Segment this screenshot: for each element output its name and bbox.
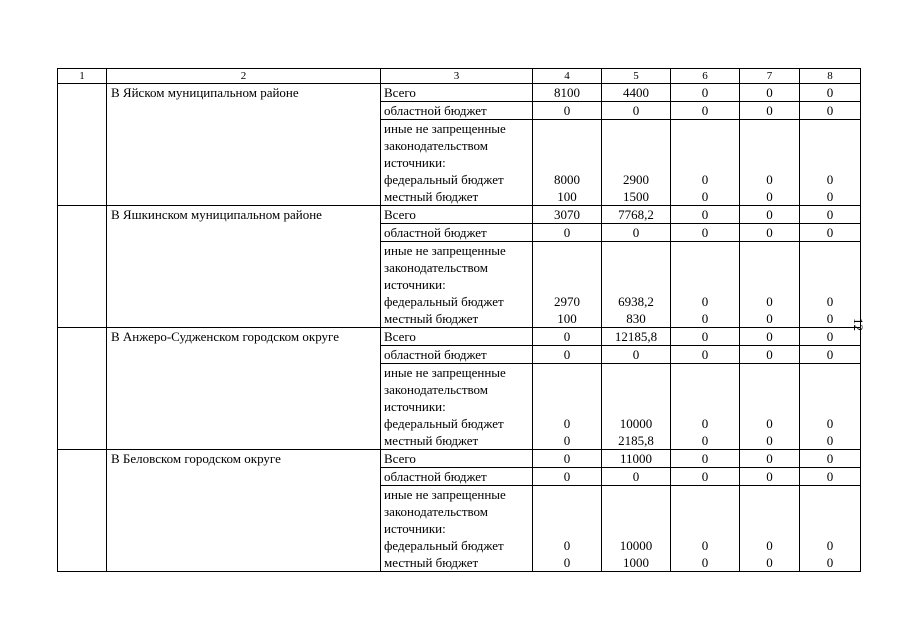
region-name: В Яйском муниципальном районе — [107, 84, 381, 206]
local-budget-value: 0 — [826, 433, 834, 448]
spacer — [602, 520, 670, 537]
value-cell: 0 — [671, 346, 740, 364]
source-label-line: источники: — [384, 521, 446, 536]
spacer — [740, 154, 799, 171]
local-budget-value: 0 — [563, 555, 571, 570]
spacer — [602, 276, 670, 293]
spacer — [800, 259, 860, 276]
spacer — [671, 503, 739, 520]
value-cell: 0 — [671, 468, 740, 486]
spacer — [533, 398, 601, 415]
spacer — [800, 242, 860, 259]
federal-budget-value: 0 — [701, 538, 709, 553]
source-label-line: законодательством — [384, 260, 489, 275]
spacer — [602, 154, 670, 171]
value-cell-group — [671, 242, 740, 328]
value-cell-group — [740, 486, 800, 572]
source-label-line: иные не запрещенные — [384, 121, 506, 136]
value-cell-group — [671, 364, 740, 450]
value-cell: 0 — [671, 102, 740, 120]
spacer — [602, 120, 670, 137]
local-budget-value: 0 — [826, 555, 834, 570]
value-cell-group — [671, 120, 740, 206]
value-cell: 0 — [671, 84, 740, 102]
spacer — [740, 398, 799, 415]
spacer — [800, 503, 860, 520]
header-cell: 8 — [800, 69, 861, 84]
value-cell: 4400 — [602, 84, 671, 102]
federal-budget-value: 10000 — [619, 538, 653, 553]
spacer — [533, 486, 601, 503]
spacer — [533, 503, 601, 520]
region-name: В Яшкинском муниципальном районе — [107, 206, 381, 328]
local-budget-value: 100 — [557, 189, 577, 204]
index-cell — [58, 450, 107, 572]
federal-budget-label: федеральный бюджет — [384, 172, 504, 187]
source-label-line: иные не запрещенные — [384, 365, 506, 380]
spacer — [602, 259, 670, 276]
federal-budget-value: 0 — [826, 416, 834, 431]
source-label-line: источники: — [384, 155, 446, 170]
value-cell: 0 — [602, 224, 671, 242]
spacer — [800, 486, 860, 503]
local-budget-value: 0 — [563, 433, 571, 448]
source-label: областной бюджет — [381, 224, 533, 242]
region-name: В Анжеро-Судженском городском округе — [107, 328, 381, 450]
local-budget-value: 0 — [766, 433, 773, 448]
value-cell: 0 — [800, 102, 861, 120]
value-cell: 3070 — [533, 206, 602, 224]
federal-budget-value: 2970 — [554, 294, 580, 309]
spacer — [602, 381, 670, 398]
spacer — [740, 259, 799, 276]
local-budget-value: 0 — [766, 311, 773, 326]
spacer — [800, 120, 860, 137]
value-cell-group — [533, 364, 602, 450]
value-cell: 0 — [533, 346, 602, 364]
federal-budget-value: 0 — [766, 416, 773, 431]
value-cell: 0 — [740, 328, 800, 346]
spacer — [740, 276, 799, 293]
spacer — [602, 398, 670, 415]
spacer — [740, 520, 799, 537]
header-cell: 2 — [107, 69, 381, 84]
value-cell: 11000 — [602, 450, 671, 468]
source-label-line: законодательством — [384, 138, 489, 153]
spacer — [671, 520, 739, 537]
header-cell: 6 — [671, 69, 740, 84]
value-cell: 7768,2 — [602, 206, 671, 224]
spacer — [800, 137, 860, 154]
spacer — [740, 486, 799, 503]
local-budget-value: 0 — [766, 555, 773, 570]
spacer — [740, 503, 799, 520]
index-cell — [58, 328, 107, 450]
value-cell-group — [602, 120, 671, 206]
source-label-group — [381, 486, 533, 572]
value-cell: 0 — [740, 346, 800, 364]
source-label-group — [381, 120, 533, 206]
spacer — [671, 242, 739, 259]
spacer — [800, 154, 860, 171]
spacer — [533, 120, 601, 137]
value-cell: 0 — [800, 450, 861, 468]
source-label: Всего — [381, 450, 533, 468]
value-cell-group — [602, 364, 671, 450]
spacer — [533, 381, 601, 398]
index-cell — [58, 206, 107, 328]
federal-budget-value: 0 — [766, 538, 773, 553]
source-label: областной бюджет — [381, 468, 533, 486]
value-cell: 0 — [800, 206, 861, 224]
source-label: Всего — [381, 206, 533, 224]
table-row — [58, 84, 861, 102]
value-cell-group — [800, 120, 861, 206]
value-cell: 0 — [602, 346, 671, 364]
value-cell: 0 — [800, 224, 861, 242]
spacer — [602, 486, 670, 503]
spacer — [602, 364, 670, 381]
local-budget-value: 1500 — [623, 189, 649, 204]
spacer — [740, 381, 799, 398]
local-budget-value: 1000 — [623, 555, 649, 570]
spacer — [671, 259, 739, 276]
value-cell-group — [740, 364, 800, 450]
spacer — [671, 137, 739, 154]
value-cell-group — [800, 486, 861, 572]
source-label: областной бюджет — [381, 102, 533, 120]
value-cell: 0 — [671, 328, 740, 346]
spacer — [671, 381, 739, 398]
header-row — [58, 69, 861, 84]
page-number: 12 — [851, 318, 866, 331]
spacer — [602, 503, 670, 520]
value-cell: 0 — [800, 468, 861, 486]
federal-budget-label: федеральный бюджет — [384, 538, 504, 553]
federal-budget-label: федеральный бюджет — [384, 294, 504, 309]
local-budget-label: местный бюджет — [384, 311, 479, 326]
table-row — [58, 450, 861, 468]
local-budget-value: 0 — [766, 189, 773, 204]
source-label-line: иные не запрещенные — [384, 243, 506, 258]
value-cell-group — [800, 242, 861, 328]
local-budget-value: 2185,8 — [618, 433, 654, 448]
source-label-group — [381, 242, 533, 328]
header-cell: 5 — [602, 69, 671, 84]
value-cell: 0 — [740, 206, 800, 224]
federal-budget-value: 0 — [766, 172, 773, 187]
value-cell: 0 — [671, 206, 740, 224]
spacer — [533, 259, 601, 276]
header-cell: 4 — [533, 69, 602, 84]
value-cell: 0 — [800, 84, 861, 102]
federal-budget-label: федеральный бюджет — [384, 416, 504, 431]
federal-budget-value: 0 — [563, 538, 571, 553]
spacer — [671, 120, 739, 137]
federal-budget-value: 0 — [766, 294, 773, 309]
spacer — [740, 364, 799, 381]
value-cell-group — [740, 120, 800, 206]
budget-table — [57, 68, 861, 572]
spacer — [740, 242, 799, 259]
local-budget-value: 0 — [826, 189, 834, 204]
spacer — [800, 276, 860, 293]
spacer — [800, 364, 860, 381]
spacer — [602, 137, 670, 154]
local-budget-value: 0 — [826, 311, 834, 326]
value-cell-group — [671, 486, 740, 572]
local-budget-value: 0 — [701, 189, 709, 204]
value-cell: 0 — [602, 102, 671, 120]
value-cell-group — [602, 242, 671, 328]
local-budget-value: 0 — [701, 433, 709, 448]
local-budget-value: 100 — [557, 311, 577, 326]
value-cell-group — [800, 364, 861, 450]
value-cell: 0 — [671, 224, 740, 242]
value-cell: 0 — [533, 450, 602, 468]
source-label: Всего — [381, 328, 533, 346]
value-cell: 0 — [740, 224, 800, 242]
spacer — [740, 137, 799, 154]
federal-budget-value: 6938,2 — [618, 294, 654, 309]
federal-budget-value: 0 — [701, 294, 709, 309]
source-label-group — [381, 364, 533, 450]
header-cell: 1 — [58, 69, 107, 84]
local-budget-label: местный бюджет — [384, 555, 479, 570]
local-budget-value: 0 — [701, 311, 709, 326]
spacer — [800, 398, 860, 415]
source-label-line: источники: — [384, 399, 446, 414]
spacer — [671, 486, 739, 503]
federal-budget-value: 0 — [701, 172, 709, 187]
federal-budget-value: 0 — [826, 538, 834, 553]
value-cell: 12185,8 — [602, 328, 671, 346]
value-cell: 0 — [533, 468, 602, 486]
index-cell — [58, 84, 107, 206]
source-label: Всего — [381, 84, 533, 102]
value-cell: 0 — [602, 468, 671, 486]
source-label-line: законодательством — [384, 504, 489, 519]
local-budget-value: 0 — [701, 555, 709, 570]
value-cell: 0 — [533, 224, 602, 242]
header-cell: 3 — [381, 69, 533, 84]
region-name: В Беловском городском округе — [107, 450, 381, 572]
spacer — [533, 154, 601, 171]
value-cell: 0 — [800, 346, 861, 364]
value-cell: 0 — [671, 450, 740, 468]
local-budget-label: местный бюджет — [384, 433, 479, 448]
value-cell-group — [740, 242, 800, 328]
spacer — [533, 242, 601, 259]
value-cell: 0 — [740, 102, 800, 120]
value-cell-group — [533, 120, 602, 206]
value-cell: 0 — [740, 468, 800, 486]
local-budget-label: местный бюджет — [384, 189, 479, 204]
source-label-line: источники: — [384, 277, 446, 292]
header-cell: 7 — [740, 69, 800, 84]
value-cell: 0 — [740, 84, 800, 102]
value-cell-group — [533, 242, 602, 328]
spacer — [671, 398, 739, 415]
value-cell: 8100 — [533, 84, 602, 102]
spacer — [533, 137, 601, 154]
source-label: областной бюджет — [381, 346, 533, 364]
spacer — [533, 520, 601, 537]
table-row — [58, 328, 861, 346]
value-cell: 0 — [533, 328, 602, 346]
value-cell: 0 — [533, 102, 602, 120]
spacer — [800, 520, 860, 537]
value-cell-group — [533, 486, 602, 572]
source-label-line: законодательством — [384, 382, 489, 397]
spacer — [740, 120, 799, 137]
source-label-line: иные не запрещенные — [384, 487, 506, 502]
spacer — [602, 242, 670, 259]
federal-budget-value: 2900 — [623, 172, 649, 187]
federal-budget-value: 10000 — [619, 416, 653, 431]
spacer — [533, 276, 601, 293]
table-row — [58, 206, 861, 224]
federal-budget-value: 0 — [563, 416, 571, 431]
value-cell: 0 — [740, 450, 800, 468]
federal-budget-value: 0 — [701, 416, 709, 431]
value-cell: 0 — [800, 328, 861, 346]
federal-budget-value: 8000 — [554, 172, 580, 187]
federal-budget-value: 0 — [826, 294, 834, 309]
spacer — [671, 276, 739, 293]
spacer — [800, 381, 860, 398]
local-budget-value: 830 — [626, 311, 646, 326]
spacer — [533, 364, 601, 381]
value-cell-group — [602, 486, 671, 572]
spacer — [671, 154, 739, 171]
federal-budget-value: 0 — [826, 172, 834, 187]
spacer — [671, 364, 739, 381]
